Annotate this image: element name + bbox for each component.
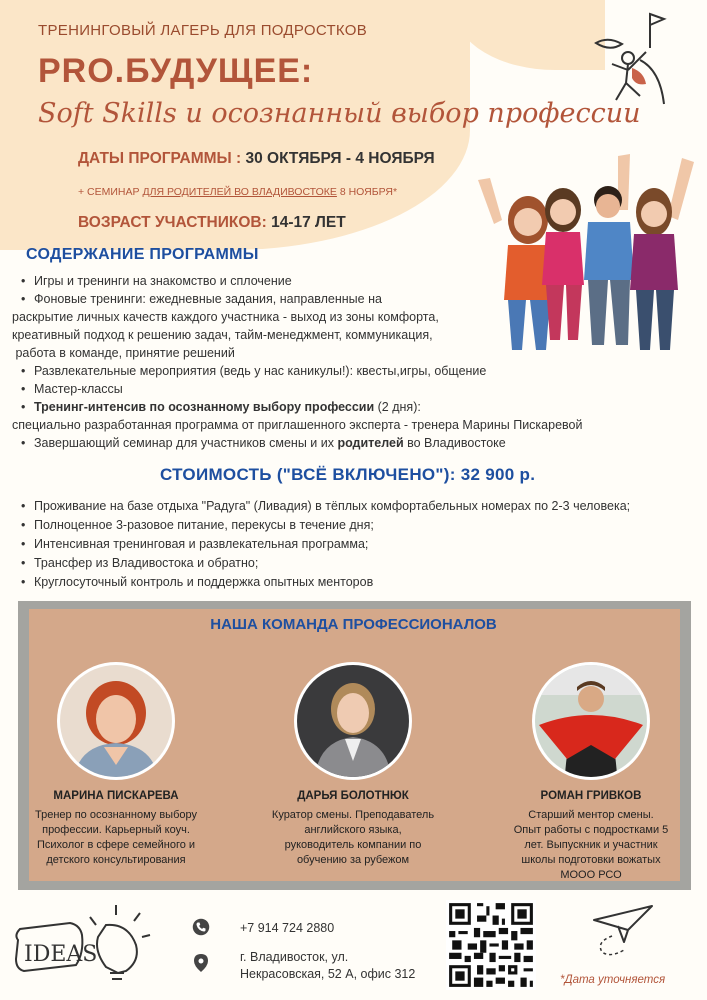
price-heading: СТОИМОСТЬ ("ВСЁ ВКЛЮЧЕНО"): 32 900 р. xyxy=(160,465,536,484)
age-value: 14-17 ЛЕТ xyxy=(271,214,346,231)
content-list xyxy=(12,272,672,452)
list-item: • Игры и тренинги на знакомство и сплочение xyxy=(12,272,672,290)
team-member-card xyxy=(491,662,691,883)
list-item: • Круглосуточный контроль и поддержка опытных менторов xyxy=(12,573,702,592)
seminar-prefix: + СЕМИНАР xyxy=(78,186,140,198)
content-heading: СОДЕРЖАНИЕ ПРОГРАММЫ xyxy=(26,246,259,263)
list-item-continuation: раскрытие личных качеств каждого участника - выход из зоны комфорта, xyxy=(12,310,439,324)
list-item-rest: (2 дня): xyxy=(374,400,421,414)
list-item: • Интенсивная тренинговая и развлекательная программа; xyxy=(12,535,702,554)
lightbulb-icon xyxy=(10,895,160,995)
member-description: Тренер по осознанному выбору профессии. Карьерный коуч. Психолог в сфере семейного и детского консультирования xyxy=(35,809,197,866)
avatar xyxy=(60,665,172,777)
seminar-suffix: 8 НОЯБРЯ* xyxy=(339,186,398,198)
member-name: РОМАН ГРИВКОВ xyxy=(540,790,642,802)
list-item: • Полноценное 3-разовое питание, перекусы в течение дня; xyxy=(12,516,702,535)
member-description: Куратор смены. Преподаватель английского языка, руководитель компании по обучению за рубежом xyxy=(271,809,435,866)
team-member-card xyxy=(253,662,453,868)
list-item: • Развлекательные мероприятия (ведь у нас каникулы!): квесты,игры, общение xyxy=(12,362,672,380)
program-dates xyxy=(78,150,435,168)
list-item xyxy=(12,398,672,416)
avatar xyxy=(535,665,647,777)
member-name: ДАРЬЯ БОЛОТНЮК xyxy=(297,790,409,802)
dates-value: 30 ОКТЯБРЯ - 4 НОЯБРЯ xyxy=(245,150,435,167)
age-label: ВОЗРАСТ УЧАСТНИКОВ: xyxy=(78,214,267,231)
list-item-part: во Владивостоке xyxy=(403,436,506,450)
climber-flag-icon xyxy=(588,8,678,108)
team-heading: НАША КОМАНДА ПРОФЕССИОНАЛОВ xyxy=(210,616,497,633)
page-subtitle: Soft Skills и осознанный выбор профессии xyxy=(38,98,641,129)
list-item-continuation: креативный подход к решению задач, тайм-менеджмент, коммуникация, xyxy=(12,328,433,342)
qr-code[interactable] xyxy=(446,900,536,990)
address: г. Владивосток, ул. Некрасовская, 52 А, офис 312 xyxy=(240,950,416,981)
dates-label: ДАТЫ ПРОГРАММЫ : xyxy=(78,150,242,167)
participants-age xyxy=(78,214,346,232)
parents-seminar-note xyxy=(78,186,397,198)
list-item-part: Завершающий семинар для участников смены и их xyxy=(34,436,338,450)
list-item-continuation: работа в команде, принятие решений xyxy=(12,346,235,360)
paper-plane-icon xyxy=(588,900,658,960)
location-pin-icon xyxy=(194,954,208,972)
phone-number[interactable]: +7 914 724 2880 xyxy=(240,921,335,935)
ideas-text: IDEAS xyxy=(24,942,98,967)
phone-icon xyxy=(192,918,210,936)
avatar xyxy=(297,665,409,777)
member-name: МАРИНА ПИСКАРЕВА xyxy=(53,790,179,802)
team-member-card xyxy=(16,662,216,868)
price-includes-list xyxy=(12,497,702,592)
list-item-bold: родителей xyxy=(337,436,404,450)
date-footnote: *Дата уточняется xyxy=(560,974,666,986)
member-description: Старший ментор смены. Опыт работы с подростками 5 лет. Выпускник и участник школы подготовки вожатых МООО РСО xyxy=(513,809,669,881)
list-item: • Мастер-классы xyxy=(12,380,672,398)
list-item: • Фоновые тренинги: ежедневные задания, направленные на xyxy=(12,290,672,308)
list-item xyxy=(12,434,672,452)
seminar-link[interactable]: ДЛЯ РОДИТЕЛЕЙ ВО ВЛАДИВОСТОКЕ xyxy=(142,186,337,198)
list-item-continuation: специально разработанная программа от приглашенного эксперта - тренера Марины Пискаревой xyxy=(12,418,583,432)
list-item: • Проживание на базе отдыха "Радуга" (Ливадия) в тёплых комфортабельных номерах по 2-3 человека; xyxy=(12,497,702,516)
header-background-blob xyxy=(455,0,605,70)
list-item: • Трансфер из Владивостока и обратно; xyxy=(12,554,702,573)
list-item-bold: Тренинг-интенсив по осознанному выбору профессии xyxy=(34,400,375,414)
camp-kicker: ТРЕНИНГОВЫЙ ЛАГЕРЬ ДЛЯ ПОДРОСТКОВ xyxy=(38,22,368,39)
page-title: PRO.БУДУЩЕЕ: xyxy=(38,52,314,90)
